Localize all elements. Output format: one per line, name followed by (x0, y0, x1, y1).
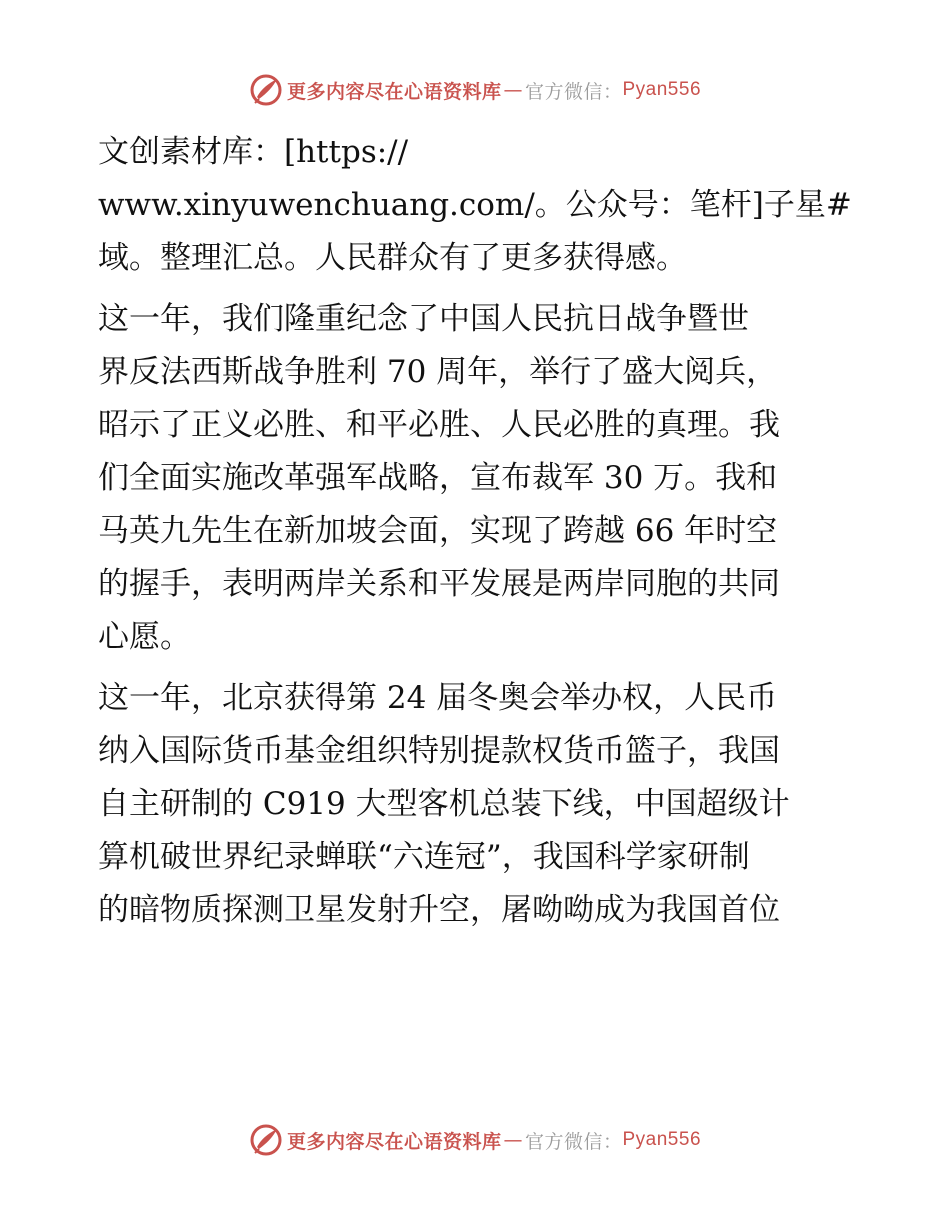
banner-label: 官方微信： (524, 1130, 623, 1153)
text-line: 心愿。 (98, 619, 191, 655)
text-line: 界反法西斯战争胜利 70 周年，举行了盛大阅兵， (98, 354, 778, 390)
document-body (98, 126, 858, 945)
text-line: 自主研制的 C919 大型客机总装下线，中国超级计 (98, 786, 790, 822)
text-line: 昭示了正义必胜、和平必胜、人民必胜的真理。我 (98, 407, 780, 443)
banner-dash: — (503, 1129, 523, 1151)
text-line: 的握手，表明两岸关系和平发展是两岸同胞的共同 (98, 566, 780, 602)
quill-logo-icon (249, 73, 283, 107)
paragraph-1 (98, 126, 858, 285)
text-line: 文创素材库：[https:// (98, 134, 409, 170)
text-line: 马英九先生在新加坡会面，实现了跨越 66 年时空 (98, 513, 778, 549)
text-line: 这一年，我们隆重纪念了中国人民抗日战争暨世 (98, 301, 749, 337)
text-line: 的暗物质探测卫星发射升空，屠呦呦成为我国首位 (98, 892, 780, 928)
banner-handle: Pyan556 (622, 79, 702, 100)
banner-text (287, 1127, 701, 1154)
text-line: 算机破世界纪录蝉联“六连冠”，我国科学家研制 (98, 839, 750, 875)
text-line: 纳入国际货币基金组织特别提款权货币篮子，我国 (98, 733, 780, 769)
banner-dash: — (503, 79, 523, 101)
text-line: 域。整理汇总。人民群众有了更多获得感。 (98, 240, 687, 276)
banner-label: 官方微信： (524, 80, 623, 103)
banner-handle: Pyan556 (622, 1129, 702, 1150)
footer-watermark-banner (0, 1120, 950, 1160)
text-line: 这一年，北京获得第 24 届冬奥会举办权，人民币 (98, 680, 778, 716)
header-watermark-banner (0, 70, 950, 110)
banner-text (287, 77, 701, 104)
text-line: www.xinyuwenchuang.com/。公众号：笔杆]子星# (98, 187, 852, 223)
quill-logo-icon (249, 1123, 283, 1157)
text-line: 们全面实施改革强军战略，宣布裁军 30 万。我和 (98, 460, 778, 496)
banner-main-text: 更多内容尽在心语资料库 (286, 1130, 502, 1153)
paragraph-2 (98, 293, 858, 664)
paragraph-3 (98, 672, 858, 937)
banner-main-text: 更多内容尽在心语资料库 (286, 80, 502, 103)
